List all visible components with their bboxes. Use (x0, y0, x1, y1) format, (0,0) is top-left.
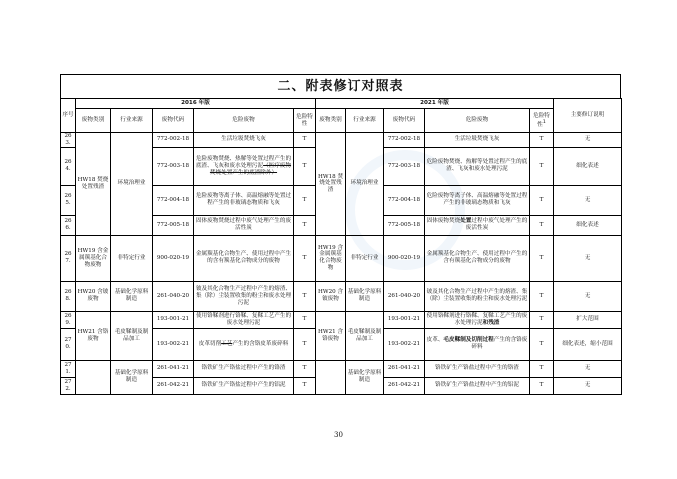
cell-hazard-2021: T (530, 281, 554, 311)
cell-code-2021: 261-042-21 (384, 377, 425, 394)
cell-industry-2021: 毛皮鞣制及制品加工 (346, 311, 384, 360)
cell-code-2016: 261-041-21 (153, 360, 194, 377)
header-hazard-footnote: 1 (542, 119, 546, 125)
cell-hazard-2016: T (294, 311, 316, 328)
cell-hazard-2021: T (530, 360, 554, 377)
cell-code-2016: 261-040-20 (153, 281, 194, 311)
row-seq: 264. (61, 147, 76, 185)
header-hazard-2016: 危险特性 (294, 109, 316, 133)
cell-category-2021: HW21 含铬废物 (316, 311, 346, 360)
header-waste-2016: 危险废物 (194, 109, 294, 133)
header-row-version (61, 99, 622, 109)
cell-code-2021: 193-002-21 (384, 328, 425, 360)
cell-hazard-2016: T (294, 185, 316, 215)
header-category-2021: 废物类别 (316, 109, 346, 133)
waste-text: 产生的含铬皮革废碎料 (232, 340, 289, 347)
cell-category-2021: HW18 焚烧处置残渣 (316, 133, 346, 236)
header-hazard-2021-label: 危险特性 (533, 112, 550, 128)
cell-note: 无 (554, 377, 622, 394)
cell-industry-2016: 基础化学原料制造 (111, 281, 153, 311)
cell-code-2016: 772-004-18 (153, 185, 194, 215)
waste-text: 皮革、 (426, 337, 444, 344)
header-hazard-2021 (530, 109, 554, 133)
cell-waste-2016: 危险废物等离子体、高温熔融等处置过程产生的非玻璃态物质和飞灰 (194, 185, 294, 215)
table-row (61, 235, 622, 281)
cell-waste-2021: 铬铁矿生产铬盐过程中产生的铬渣 (425, 360, 530, 377)
cell-hazard-2021: T (530, 133, 554, 148)
cell-code-2016: 261-042-21 (153, 377, 194, 394)
cell-hazard-2016: T (294, 133, 316, 148)
cell-code-2021: 772-002-18 (384, 133, 425, 148)
cell-note: 细化表述 (554, 215, 622, 235)
table-row (61, 311, 622, 328)
row-seq: 271. (61, 360, 76, 377)
cell-waste-2016 (194, 328, 294, 360)
row-seq: 266. (61, 215, 76, 235)
cell-waste-2021: 危险废物等离子体、高温熔融等处置过程产生的非玻璃态物质和飞灰 (425, 185, 530, 215)
cell-category-2016: HW18 焚烧处置残渣 (76, 133, 111, 236)
cell-note: 细化表述 (554, 147, 622, 185)
cell-hazard-2016: T (294, 281, 316, 311)
cell-hazard-2021: T (530, 311, 554, 328)
cell-category-2016: HW20 含铍废物 (76, 281, 111, 311)
cell-hazard-2016: T (294, 235, 316, 281)
cell-waste-2021 (425, 311, 530, 328)
row-seq: 270. (61, 328, 76, 360)
cell-waste-2016: 铬铁矿生产铬盐过程中产生的铝泥 (194, 377, 294, 394)
cell-hazard-2016: T (294, 215, 316, 235)
cell-code-2016: 772-005-18 (153, 215, 194, 235)
cell-industry-2021: 基础化学原料制造 (346, 360, 384, 394)
cell-code-2021: 772-005-18 (384, 215, 425, 235)
cell-industry-2016: 毛皮鞣制及制品加工 (111, 311, 153, 360)
cell-category-2021 (316, 360, 346, 394)
cell-hazard-2021: T (530, 147, 554, 185)
cell-waste-2021: 铬铁矿生产铬盐过程中产生的铝泥 (425, 377, 530, 394)
cell-waste-2021: 危险废物焚烧、热解等处置过程产生的底渣、飞灰和废水处理污泥 (425, 147, 530, 185)
cell-note: 扩大范围 (554, 311, 622, 328)
cell-waste-2016 (194, 147, 294, 185)
cell-code-2021: 772-003-18 (384, 147, 425, 185)
cell-category-2016: HW19 含金属羰基化合物废物 (76, 235, 111, 281)
cell-waste-2021: 金属羰基化合物生产、使用过程中产生的含有羰基化合物成分的废物 (425, 235, 530, 281)
cell-waste-2016: 使用铬鞣剂进行铬鞣、复鞣工艺产生的废水处理污泥 (194, 311, 294, 328)
header-notes: 主要修订说明 (554, 99, 622, 133)
waste-text: 使用铬鞣剂进行铬鞣、复鞣工艺产生的废水处理污泥 (426, 312, 528, 326)
waste-text-added: 和残渣 (482, 319, 500, 326)
cell-waste-2016: 生活垃圾焚烧飞灰 (194, 133, 294, 148)
cell-industry-2016: 环境治理业 (111, 133, 153, 236)
header-category-2016: 废物类别 (76, 109, 111, 133)
header-code-2021: 废物代码 (384, 109, 425, 133)
row-seq: 269. (61, 311, 76, 328)
header-industry-2021: 行业来源 (346, 109, 384, 133)
cell-hazard-2016: T (294, 377, 316, 394)
header-industry-2016: 行业来源 (111, 109, 153, 133)
waste-text-deleted: 工艺 (221, 340, 233, 347)
cell-waste-2021 (425, 215, 530, 235)
cell-industry-2021: 基础化学原料制造 (346, 281, 384, 311)
header-code-2016: 废物代码 (153, 109, 194, 133)
cell-waste-2021: 铍及其化合物生产过程中产生的熔渣、集（除）尘装置收集的粉尘和废水处理污泥 (425, 281, 530, 311)
cell-industry-2021: 环境治理业 (346, 133, 384, 236)
cell-code-2021: 261-040-20 (384, 281, 425, 311)
cell-code-2021: 193-001-21 (384, 311, 425, 328)
cell-code-2016: 193-002-21 (153, 328, 194, 360)
table-row (61, 133, 622, 148)
cell-note: 无 (554, 133, 622, 148)
cell-waste-2016: 铬铁矿生产铬盐过程中产生的铬渣 (194, 360, 294, 377)
cell-hazard-2016: T (294, 147, 316, 185)
cell-code-2021: 261-041-21 (384, 360, 425, 377)
cell-hazard-2016: T (294, 360, 316, 377)
cell-category-2016 (76, 360, 111, 394)
page-number: 30 (334, 431, 343, 439)
waste-text: 过程中废气处理产生的废活性炭 (465, 218, 528, 232)
table-row (61, 360, 622, 377)
waste-text: 皮革切削 (198, 340, 222, 347)
waste-text-deleted: （医疗废物焚烧处置产生的底渣除外） (209, 162, 292, 176)
cell-hazard-2021: T (530, 235, 554, 281)
waste-text: 产生的含铬废碎料 (471, 337, 528, 351)
cell-hazard-2021: T (530, 328, 554, 360)
page-title: 二、附表修订对照表 (60, 74, 621, 98)
cell-code-2016: 772-003-18 (153, 147, 194, 185)
cell-industry-2021: 非特定行业 (346, 235, 384, 281)
cell-note: 细化表述，缩小范围 (554, 328, 622, 360)
cell-note: 无 (554, 281, 622, 311)
cell-waste-2016: 固体废物焚烧过程中废气处理产生的废活性炭 (194, 215, 294, 235)
row-seq: 272. (61, 377, 76, 394)
waste-text-added: 毛皮鞣制及切削过程 (443, 337, 494, 344)
cell-category-2021: HW20 含铍废物 (316, 281, 346, 311)
header-row-columns (61, 109, 622, 133)
cell-hazard-2021: T (530, 377, 554, 394)
cell-code-2016: 193-001-21 (153, 311, 194, 328)
cell-code-2016: 900-020-19 (153, 235, 194, 281)
header-2016: 2016 年版 (76, 99, 316, 109)
waste-text: 危险废物焚烧、热解等处置过程产生的底渣、飞灰和废水处理污泥 (195, 155, 292, 169)
table-row (61, 281, 622, 311)
cell-hazard-2016: T (294, 328, 316, 360)
cell-code-2016: 772-002-18 (153, 133, 194, 148)
cell-category-2016: HW21 含铬废物 (76, 311, 111, 360)
cell-code-2021: 900-020-19 (384, 235, 425, 281)
cell-industry-2016: 非特定行业 (111, 235, 153, 281)
comparison-table (60, 98, 622, 395)
cell-note: 无 (554, 185, 622, 215)
waste-text-added: 处置 (460, 218, 472, 225)
header-2021: 2021 年版 (316, 99, 554, 109)
cell-industry-2016: 基础化学原料制造 (111, 360, 153, 394)
cell-hazard-2021: T (530, 215, 554, 235)
cell-waste-2016: 金属羰基化合物生产、使用过程中产生的含有羰基化合物成分的废物 (194, 235, 294, 281)
row-seq: 268. (61, 281, 76, 311)
cell-waste-2021: 生活垃圾焚烧飞灰 (425, 133, 530, 148)
cell-note: 无 (554, 235, 622, 281)
cell-note: 无 (554, 360, 622, 377)
cell-waste-2016: 铍及其化合物生产过程中产生的熔渣、集（除）尘装置收集的粉尘和废水处理污泥 (194, 281, 294, 311)
row-seq: 265. (61, 185, 76, 215)
cell-waste-2021 (425, 328, 530, 360)
cell-hazard-2021: T (530, 185, 554, 215)
row-seq: 263. (61, 133, 76, 148)
header-waste-2021: 危险废物 (425, 109, 530, 133)
waste-text: 固体废物焚烧 (426, 218, 461, 225)
header-seq: 序号 (61, 99, 76, 133)
cell-code-2021: 772-004-18 (384, 185, 425, 215)
row-seq: 267. (61, 235, 76, 281)
cell-category-2021: HW19 含金属羰基化合物废物 (316, 235, 346, 281)
